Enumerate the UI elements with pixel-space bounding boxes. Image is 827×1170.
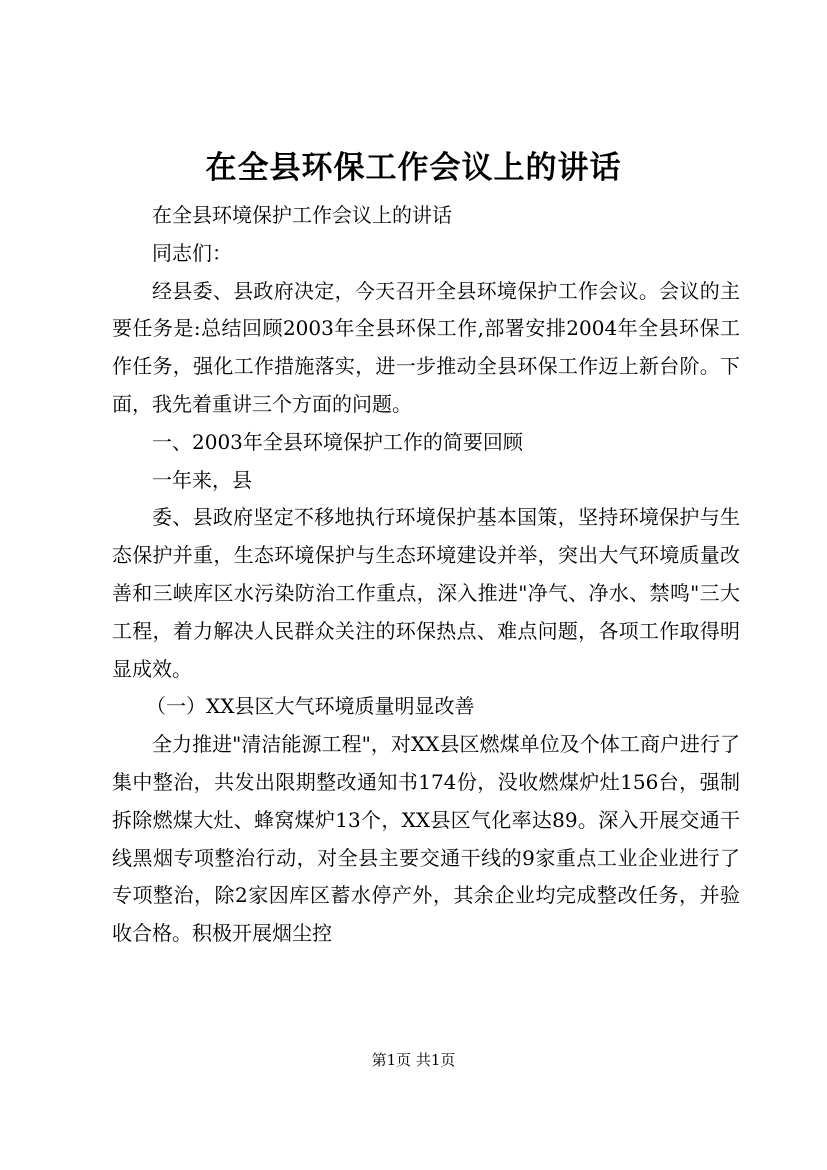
document-body	[112, 197, 740, 953]
body-paragraph: 委、县政府坚定不移地执行环境保护基本国策，坚持环境保护与生态保护并重，生态环境保护与生态环境建设并举，突出大气环境质量改善和三峡库区水污染防治工作重点，深入推进"净气、净水、禁鸣"三大工程，着力解决人民群众关注的环保热点、难点问题，各项工作取得明显成效。	[112, 505, 740, 681]
section-heading-1: 一、2003年全县环境保护工作的简要回顾	[152, 429, 523, 454]
document-title: 在全县环保工作会议上的讲话	[205, 150, 622, 186]
intro-paragraph: 经县委、县政府决定，今天召开全县环境保护工作会议。会议的主要任务是:总结回顾2003年全县环保工作,部署安排2004年全县环保工作任务，强化工作措施落实，进一步推动全县环保工作迈上新台阶。下面，我先着重讲三个方面的问题。	[112, 278, 740, 416]
body-paragraph-fragment: 一年来，县	[152, 467, 252, 492]
page-footer: 第1页 共1页	[371, 1051, 456, 1069]
speech-heading: 在全县环境保护工作会议上的讲话	[152, 203, 452, 227]
subsection-heading-1: （一）XX县区大气环境质量明显改善	[146, 694, 475, 719]
salutation: 同志们：	[152, 240, 232, 265]
body-paragraph: 全力推进"清洁能源工程"，对XX县区燃煤单位及个体工商户进行了集中整治，共发出限期整改通知书174份，没收燃煤炉灶156台，强制拆除燃煤大灶、蜂窝煤炉13个，XX县区气化率达89。深入开展交通干线黑烟专项整治行动，对全县主要交通干线的9家重点工业企业进行了专项整治，除2家因库区蓄水停产外，其余企业均完成整改任务，并验收合格。积极开展烟尘控	[112, 732, 740, 946]
